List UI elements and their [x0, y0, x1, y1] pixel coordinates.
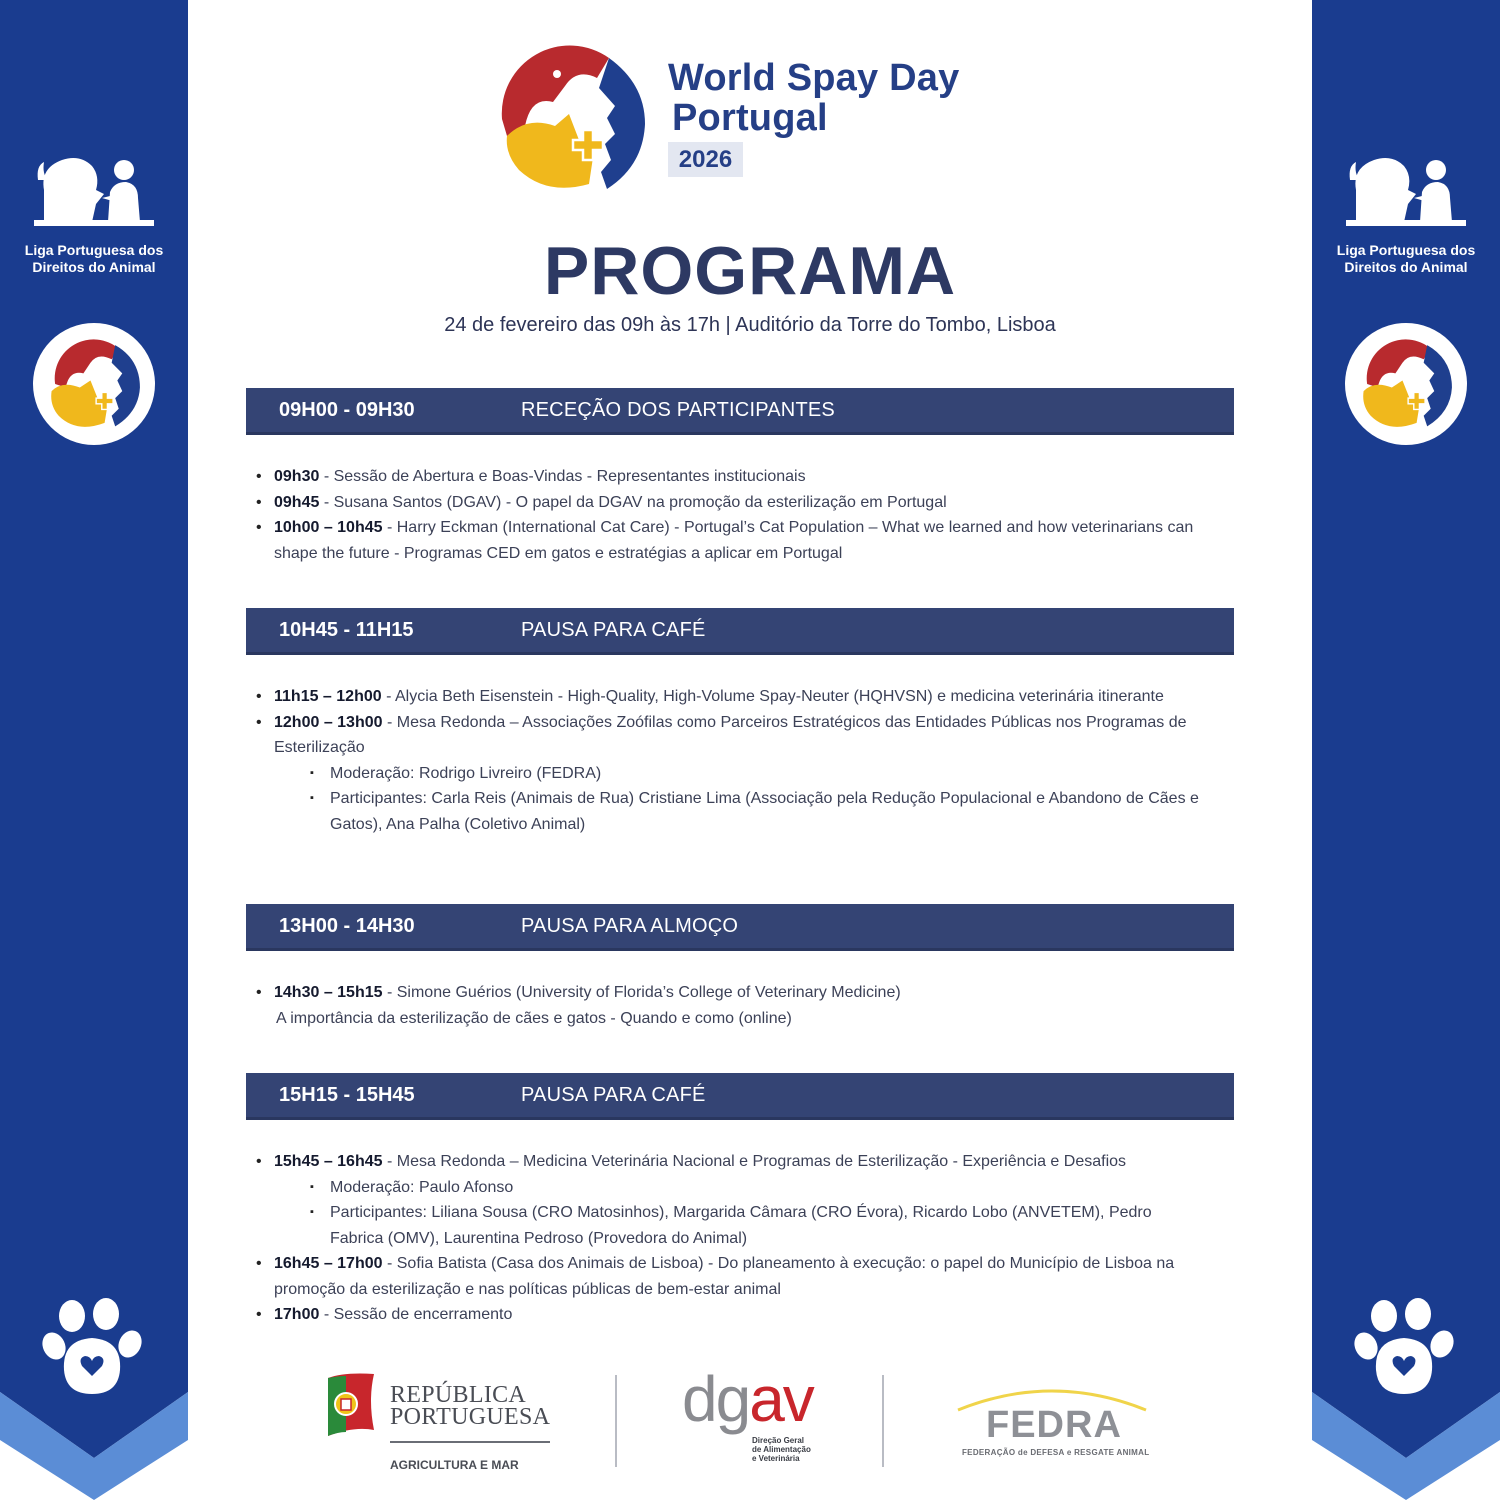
event-date-location: 24 de fevereiro das 09h às 17h | Auditório da Torre do Tombo, Lisboa — [444, 314, 1056, 336]
wsd-circle-logo — [33, 323, 155, 445]
event-title-line2: Portugal — [672, 97, 828, 139]
event-year-badge: 2026 — [668, 142, 743, 177]
item-text: - Mesa Redonda – Associações Zoófilas como Parceiros Estratégicos das Entidades Públicas nos Programas de Esterilização — [274, 713, 1187, 756]
republica-ministry: AGRICULTURA E MAR — [390, 1458, 519, 1472]
republica-line2: PORTUGUESA — [390, 1404, 551, 1430]
schedule-list-3 — [256, 980, 1246, 1031]
org-name-line1: Liga Portuguesa dos — [1336, 242, 1476, 258]
dgav-sub-line1: Direção Geral — [752, 1436, 805, 1445]
list-item — [256, 490, 1246, 516]
republica-logo-text — [390, 1384, 550, 1428]
item-continuation: A importância da esterilização de cães e gatos - Quando e como (online) — [276, 1009, 792, 1027]
list-item — [256, 710, 1196, 761]
section-time: 13H00 - 14H30 — [279, 915, 415, 937]
list-item — [256, 684, 1216, 710]
fedra-logo: FEDRA — [986, 1404, 1122, 1446]
item-text: - Sofia Batista (Casa dos Animais de Lisboa) - Do planeamento à execução: o papel do Município de Lisboa na promoção da esterilização e nas políticas públicas de bem-estar animal — [274, 1255, 1175, 1298]
list-item — [256, 1302, 1246, 1328]
dgav-dg: dg — [682, 1363, 750, 1435]
paw-heart-icon — [1354, 1298, 1458, 1398]
item-time: 10h00 – 10h45 — [274, 519, 383, 536]
footer-divider-2 — [882, 1375, 884, 1467]
org-name-line2: Direitos do Animal — [32, 259, 156, 275]
event-title — [668, 58, 959, 138]
org-name-line1: Liga Portuguesa dos — [24, 242, 164, 258]
item-time: 11h15 – 12h00 — [274, 688, 382, 705]
item-time: 09h45 — [274, 493, 320, 511]
fedra-subtitle: FEDERAÇÃO de DEFESA e RESGATE ANIMAL — [962, 1448, 1150, 1457]
section-bar-coffee-1 — [246, 608, 1234, 655]
item-time: 16h45 – 17h00 — [274, 1255, 383, 1272]
item-text: - Sessão de encerramento — [319, 1306, 513, 1323]
item-time: 14h30 – 15h15 — [274, 984, 383, 1001]
dgav-av: av — [749, 1363, 813, 1435]
event-title-line1: World Spay Day — [668, 57, 960, 99]
section-time: 10H45 - 11H15 — [279, 619, 414, 641]
dgav-sub-line3: e Veterinária — [752, 1454, 800, 1463]
item-text: - Sessão de Abertura e Boas-Vindas - Representantes institucionais — [319, 468, 806, 485]
republica-line1: REPÚBLICA — [390, 1382, 527, 1408]
schedule-list-1 — [256, 464, 1246, 566]
lion-child-icon — [34, 150, 154, 228]
list-item — [256, 1251, 1216, 1302]
item-text: - Susana Santos (DGAV) - O papel da DGAV na promoção da esterilização em Portugal — [319, 493, 947, 511]
dgav-subtitle — [752, 1436, 811, 1463]
right-banner — [1312, 0, 1500, 1500]
item-text: - Simone Guérios (University of Florida’s College of Veterinary Medicine) — [382, 984, 901, 1001]
wsd-circle-logo-right — [1345, 323, 1467, 445]
section-label: PAUSA PARA ALMOÇO — [521, 915, 739, 937]
schedule-list-2 — [256, 684, 1246, 837]
schedule-list-4 — [256, 1149, 1246, 1328]
wsd-emblem-icon — [1353, 331, 1459, 437]
moderator-item: ▪ Moderação: Paulo Afonso — [256, 1175, 1246, 1201]
section-label: PAUSA PARA CAFÉ — [521, 1084, 706, 1106]
section-time: 15H15 - 15H45 — [279, 1084, 415, 1106]
participants-item: ▪ Participantes: Carla Reis (Animais de Rua) Cristiane Lima (Associação pela Redução Populacional e Abandono de Cães e Gatos), Ana Palha (Coletivo Animal) — [256, 786, 1246, 837]
left-banner — [0, 0, 188, 1500]
list-item — [256, 1149, 1246, 1175]
dgav-sub-line2: de Alimentação — [752, 1445, 811, 1454]
wsd-emblem-icon — [41, 331, 147, 437]
section-bar-reception — [246, 388, 1234, 435]
item-time: 09h30 — [274, 468, 320, 485]
lion-child-icon — [1346, 150, 1466, 228]
moderator-item: ▪ Moderação: Rodrigo Livreiro (FEDRA) — [256, 761, 1246, 787]
participants-item: ▪ Participantes: Liliana Sousa (CRO Matosinhos), Margarida Câmara (CRO Évora), Ricardo Lobo (ANVETEM), Pedro Fabrica (OMV), Laurentina Pedroso (Provedora do Animal) — [256, 1200, 1206, 1251]
item-text: - Alycia Beth Eisenstein - High-Quality, High-Volume Spay-Neuter (HQHVSN) e medicina veterinária itinerante — [381, 688, 1164, 705]
wsd-main-logo-icon — [496, 44, 648, 194]
footer-divider-1 — [615, 1375, 617, 1467]
page-title: PROGRAMA — [543, 233, 957, 309]
list-item — [256, 980, 1246, 1006]
item-time: 15h45 – 16h45 — [274, 1153, 383, 1170]
item-text: - Mesa Redonda – Medicina Veterinária Nacional e Programas de Esterilização - Experiência e Desafios — [382, 1153, 1127, 1170]
org-name-line2: Direitos do Animal — [1344, 259, 1468, 275]
list-item — [256, 464, 1246, 490]
section-label: PAUSA PARA CAFÉ — [521, 619, 706, 641]
section-bar-lunch — [246, 904, 1234, 951]
section-time: 09H00 - 09H30 — [279, 399, 415, 421]
item-text: - Harry Eckman (International Cat Care) - Portugal’s Cat Population – What we learned and how veterinarians can shape the future - Programas CED em gatos e estratégias a aplicar em Portugal — [274, 519, 1194, 562]
paw-heart-icon — [42, 1298, 146, 1398]
republica-flag-icon — [324, 1370, 378, 1440]
item-time: 17h00 — [274, 1306, 320, 1323]
list-item — [256, 515, 1196, 566]
item-time: 12h00 – 13h00 — [274, 713, 383, 731]
republica-divider-line — [390, 1441, 550, 1443]
section-bar-coffee-2 — [246, 1073, 1234, 1120]
dgav-logo — [682, 1364, 813, 1434]
section-label: RECEÇÃO DOS PARTICIPANTES — [521, 399, 835, 421]
